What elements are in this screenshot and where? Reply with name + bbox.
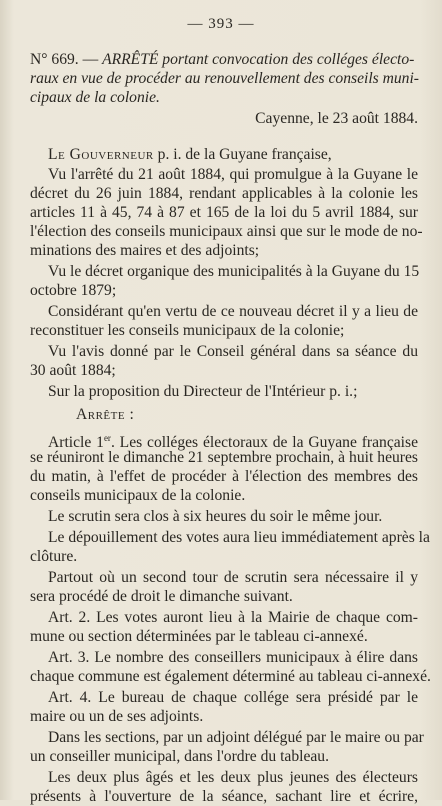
article-2-line: mune ou section déterminées par le tableau ci-annexé. [30,628,368,645]
sections-line: un conseiller municipal, dans l'ordre du tableau. [30,748,329,765]
page-number: — 393 — [187,16,255,32]
article-3-line: chaque commune est également déterminé au tableau ci-annexé. [30,668,431,685]
article-1-line: se réuniront le dimanche 21 septembre prochain, à huit heures [30,449,418,466]
place-date: Cayenne, le 23 août 1884. [255,110,418,127]
article-1-line: du matin, à l'effet de procéder à l'élection des membres des [30,468,418,485]
vu-paragraph-line: articles 11 à 45, 74 à 87 et 165 de la loi du 5 avril 1884, sur [30,204,418,221]
vu-paragraph-line: octobre 1879; [30,282,117,299]
issuer-line: Le Gouverneur p. i. de la Guyane française, [48,146,332,163]
arrete-heading: Arrête : [76,406,135,423]
vu-paragraph-line: 30 août 1884; [30,362,116,379]
decree-number: N° 669. — [30,51,99,68]
considerant-line: reconstituer les conseils municipaux de la colonie; [30,322,345,339]
vu-paragraph-line: décret du 26 juin 1884, rendant applicables à la colonie les [30,185,418,202]
article-4-line: maire ou un de ses adjoints. [30,708,204,725]
vu-paragraph-line: Vu l'avis donné par le Conseil général dans sa séance du [48,343,418,360]
electeurs-line: Les deux plus âgés et les deux plus jeunes des électeurs [48,769,418,786]
decree-title-line: N° 669. — ARRÊTÉ portant convocation des colléges électo- [30,51,415,68]
scrutin-line: Le scrutin sera clos à six heures du soir le même jour. [48,508,383,525]
electeurs-line: présents à l'ouverture de la séance, sachant lire et écrire, [30,788,418,805]
article-4-line: Art. 4. Le bureau de chaque collége sera présidé par le [48,689,418,706]
sections-line: Dans les sections, par un adjoint délégué par le maire ou par [48,729,424,746]
depouillement-line: clôture. [30,548,78,565]
vu-paragraph-line: Vu l'arrêté du 21 août 1884, qui promulgue à la Guyane le [48,166,418,183]
vu-paragraph-line: Vu le décret organique des municipalités à la Guyane du 15 [48,263,420,280]
vu-paragraph-line: minations des maires et des adjoints; [30,242,260,259]
article-3-line: Art. 3. Le nombre des conseillers municipaux à élire dans [48,649,418,666]
proposition-line: Sur la proposition du Directeur de l'Intérieur p. i.; [48,383,358,400]
second-tour-line: Partout où un second tour de scrutin sera nécessaire il y [48,569,418,586]
decree-title-line: raux en vue de procéder au renouvellement des conseils muni- [30,70,419,87]
second-tour-line: sera procédé de droit le dimanche suivant. [30,588,293,605]
article-1-line: conseils municipaux de la colonie. [30,487,246,504]
vu-paragraph-line: l'élection des conseils municipaux ainsi que sur le mode de no- [30,223,423,240]
depouillement-line: Le dépouillement des votes aura lieu immédiatement après la [48,529,430,546]
article-1-line: Article 1er. Les colléges électoraux de la Guyane française [48,433,418,452]
considerant-line: Considérant qu'en vertu de ce nouveau décret il y a lieu de [48,303,418,320]
decree-title-line: cipaux de la colonie. [30,89,160,106]
article-2-line: Art. 2. Les votes auront lieu à la Mairie de chaque com- [48,609,418,626]
